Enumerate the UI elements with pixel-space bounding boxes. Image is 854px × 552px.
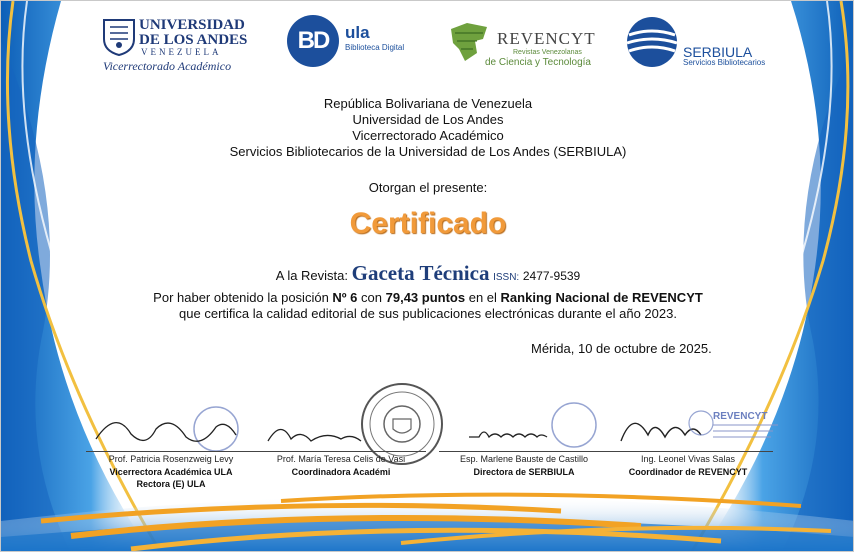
bd-mark: BD	[287, 15, 339, 67]
journal-line	[1, 261, 854, 286]
issn-label: ISSN:	[493, 272, 520, 283]
ula-logo	[101, 15, 251, 73]
signature-3-name: Esp. Marlene Bauste de Castillo	[459, 454, 589, 464]
serbiula-globe-icon	[625, 15, 679, 69]
signature-1-role2: Rectora (E) ULA	[136, 479, 206, 489]
revencyt-logo	[447, 17, 597, 73]
biblioteca-digital-logo	[287, 13, 417, 73]
signature-1-name: Prof. Patricia Rosenzweig Levy	[108, 454, 234, 464]
header-line1: República Bolivariana de Venezuela	[323, 96, 533, 111]
body-text-1: Por haber obtenido la posición	[153, 290, 329, 305]
signature-block-3	[429, 389, 619, 481]
header-line2: Universidad de Los Andes	[352, 112, 504, 127]
signature-4-name: Ing. Leonel Vivas Salas	[641, 454, 735, 464]
intro-text: Otorgan el presente:	[368, 180, 488, 195]
body-text-3: en el	[468, 290, 497, 305]
ula-logo-line4: Vicerrectorado Académico	[103, 59, 232, 73]
revencyt-stamp-text: REVENCYT	[713, 411, 768, 422]
serbiula-logo	[625, 15, 795, 73]
header-line3: Vicerrectorado Académico	[352, 128, 504, 143]
signature-2-role1: Coordinadora Académi	[291, 467, 391, 477]
signature-1-role1: Vicerrectora Académica ULA	[109, 467, 233, 477]
serbiula-logo-sub: Servicios Bibliotecarios	[683, 58, 766, 67]
signature-4-role1: Coordinador de REVENCYT	[628, 467, 748, 477]
revencyt-logo-sub1: Revistas Venezolanas	[513, 49, 582, 56]
certificate-title: Certificado	[349, 207, 507, 240]
bd-logo-name: ula	[345, 23, 370, 42]
body-line1	[1, 290, 854, 305]
signature-block-4	[593, 389, 783, 481]
signature-block-2	[246, 389, 436, 481]
serbiula-logo-name: SERBIULA	[683, 44, 753, 60]
ranking-name: Ranking Nacional de REVENCYT	[500, 290, 703, 305]
ula-logo-line1: UNIVERSIDAD	[139, 17, 245, 33]
signature-2-icon	[246, 389, 436, 451]
ula-logo-line2: DE LOS ANDES	[139, 32, 248, 48]
header-line4: Servicios Bibliotecarios de la Universidad de Los Andes (SERBIULA)	[229, 144, 627, 159]
bd-logo-sub: Biblioteca Digital	[345, 43, 405, 52]
signature-block-1	[76, 389, 266, 489]
ula-logo-line3: VENEZUELA	[141, 47, 222, 57]
issn-value: 2477-9539	[522, 269, 581, 283]
body-line2: que certifica la calidad editorial de sus publicaciones electrónicas durante el año 2023.	[179, 306, 677, 321]
journal-prefix: A la Revista:	[275, 268, 349, 283]
signature-2-name: Prof. María Teresa Celis de Vasi	[276, 454, 406, 464]
logos-row	[1, 1, 854, 81]
ula-seal-icon	[101, 17, 137, 57]
issue-date: Mérida, 10 de octubre de 2025.	[531, 341, 712, 356]
journal-name: Gaceta Técnica	[351, 261, 490, 285]
revencyt-logo-name: REVENCYT	[497, 29, 596, 48]
ranking-position: Nº 6	[332, 290, 358, 305]
signature-3-icon	[429, 389, 619, 451]
ranking-points: 79,43 puntos	[385, 290, 466, 305]
signature-3-role1: Directora de SERBIULA	[473, 467, 575, 477]
body-text-2: con	[361, 290, 382, 305]
revencyt-logo-sub2: de Ciencia y Tecnología	[485, 57, 591, 68]
signature-1-icon	[76, 389, 266, 451]
signature-4-icon	[593, 389, 783, 451]
